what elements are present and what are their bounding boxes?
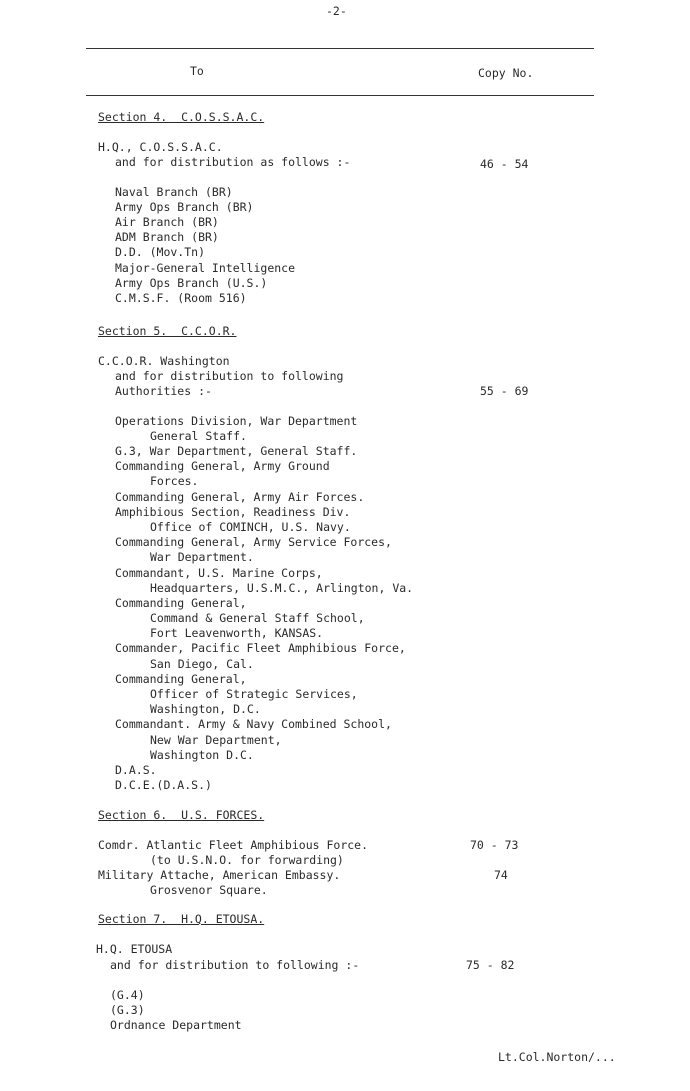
section-5-item: Commanding General, Army Air Forces.: [115, 490, 365, 504]
section-7-line: H.Q. ETOUSA: [96, 942, 173, 956]
section-5-item: War Department.: [150, 550, 254, 564]
section-5-item: Commanding General,: [115, 596, 247, 610]
section-5-item: Command & General Staff School,: [150, 611, 365, 625]
section-4-item: Army Ops Branch (U.S.): [115, 276, 268, 290]
page-number: -2-: [326, 4, 347, 18]
section-6-copies: 70 - 73: [470, 838, 519, 852]
section-5-item: General Staff.: [150, 429, 247, 443]
section-5-item: Forces.: [150, 474, 199, 488]
section-7-line: and for distribution to following :-: [110, 958, 360, 972]
section-5-item: Commanding General,: [115, 672, 247, 686]
copy-no-column-header: Copy No.: [478, 66, 534, 80]
section-4-item: Naval Branch (BR): [115, 185, 233, 199]
header-bottom-rule: [86, 95, 594, 96]
section-5-item: G.3, War Department, General Staff.: [115, 444, 358, 458]
header-top-rule: [86, 48, 594, 49]
section-6-line: Comdr. Atlantic Fleet Amphibious Force.: [98, 838, 369, 852]
section-5-item: Washington, D.C.: [150, 702, 261, 716]
section-4-item: C.M.S.F. (Room 516): [115, 291, 247, 305]
section-5-item: Commanding General, Army Service Forces,: [115, 535, 392, 549]
section-5-item: New War Department,: [150, 733, 282, 747]
section-5-item: Commanding General, Army Ground: [115, 459, 330, 473]
section-4-distribution: and for distribution as follows :-: [115, 155, 351, 169]
section-5-line: Authorities :-: [115, 384, 212, 398]
to-column-header: To: [190, 64, 204, 78]
section-5-item: Officer of Strategic Services,: [150, 687, 358, 701]
section-6-copies: 74: [494, 868, 508, 882]
section-7-copies: 75 - 82: [466, 958, 515, 972]
section-5-heading: Section 5. C.C.O.R.: [98, 324, 237, 338]
section-5-item: Washington D.C.: [150, 748, 254, 762]
section-6-heading: Section 6. U.S. FORCES.: [98, 808, 265, 822]
section-4-item: Air Branch (BR): [115, 215, 219, 229]
section-5-item: D.A.S.: [115, 763, 157, 777]
section-4-heading: Section 4. C.O.S.S.A.C.: [98, 110, 265, 124]
section-5-item: Amphibious Section, Readiness Div.: [115, 505, 351, 519]
section-7-heading: Section 7. H.Q. ETOUSA.: [98, 912, 265, 926]
section-4-item: Major-General Intelligence: [115, 261, 296, 275]
section-5-item: D.C.E.(D.A.S.): [115, 778, 212, 792]
section-5-copies: 55 - 69: [480, 384, 529, 398]
section-6-line: (to U.S.N.O. for forwarding): [150, 853, 344, 867]
section-5-item: San Diego, Cal.: [150, 657, 254, 671]
section-4-hq: H.Q., C.O.S.S.A.C.: [98, 140, 223, 154]
section-5-item: Office of COMINCH, U.S. Navy.: [150, 520, 351, 534]
footer-continuation: Lt.Col.Norton/...: [498, 1050, 616, 1064]
section-7-item: (G.4): [110, 988, 145, 1002]
section-5-item: Operations Division, War Department: [115, 414, 358, 428]
section-4-item: Army Ops Branch (BR): [115, 200, 254, 214]
section-5-item: Fort Leavenworth, KANSAS.: [150, 626, 324, 640]
section-6-line: Military Attache, American Embassy.: [98, 868, 341, 882]
section-7-item: Ordnance Department: [110, 1018, 242, 1032]
section-4-copies: 46 - 54: [480, 157, 529, 171]
section-5-item: Headquarters, U.S.M.C., Arlington, Va.: [150, 581, 414, 595]
section-5-item: Commander, Pacific Fleet Amphibious Force,: [115, 641, 406, 655]
section-4-item: D.D. (Mov.Tn): [115, 245, 206, 259]
section-7-item: (G.3): [110, 1003, 145, 1017]
section-5-item: Commandant, U.S. Marine Corps,: [115, 566, 323, 580]
section-5-line: and for distribution to following: [115, 369, 344, 383]
section-4-item: ADM Branch (BR): [115, 230, 219, 244]
section-5-line: C.C.O.R. Washington: [98, 354, 230, 368]
section-5-item: Commandant. Army & Navy Combined School,: [115, 717, 392, 731]
section-6-line: Grosvenor Square.: [150, 883, 268, 897]
